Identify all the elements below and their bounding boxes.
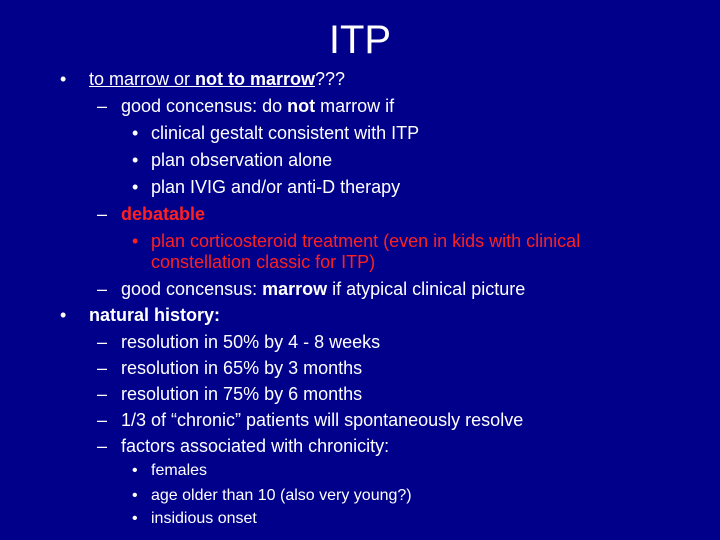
bullet-observation: plan observation alone [151, 150, 333, 170]
consensus-marrow-text-2: marrow [262, 279, 328, 299]
marrow-question-text-3: ??? [315, 69, 346, 89]
dash-marker: – [97, 96, 108, 116]
bullet-corticosteroid-continued: constellation classic for ITP) [151, 252, 376, 272]
consensus-marrow-text-1: good concensus: [121, 279, 263, 299]
consensus-marrow-text-3: if atypical clinical picture [327, 279, 526, 299]
dash-marker: – [97, 279, 108, 299]
bullet-marker: • [132, 462, 138, 479]
marrow-question-text-2: not to marrow [195, 69, 316, 89]
marrow-question-text-1: to marrow or [89, 69, 196, 89]
dash-resolution-50: resolution in 50% by 4 - 8 weeks [121, 332, 381, 352]
bullet-marrow-question [89, 68, 345, 90]
consensus-text-2: not [287, 96, 316, 116]
dash-chronic-resolve: 1/3 of “chronic” patients will spontaneously resolve [121, 410, 524, 430]
bullet-age: age older than 10 (also very young?) [151, 487, 412, 504]
dash-resolution-75: resolution in 75% by 6 months [121, 384, 363, 404]
dash-marker: – [97, 384, 108, 404]
bullet-gestalt: clinical gestalt consistent with ITP [151, 123, 420, 143]
bullet-females: females [151, 462, 208, 479]
bullet-marker: • [132, 123, 139, 143]
bullet-natural-history: natural history: [89, 305, 221, 325]
bullet-insidious-onset: insidious onset [151, 510, 257, 527]
bullet-marker: • [132, 510, 138, 527]
dash-resolution-65: resolution in 65% by 3 months [121, 358, 363, 378]
bullet-marker: • [60, 69, 67, 89]
dash-marker: – [97, 410, 108, 430]
consensus-text-3: marrow if [315, 96, 395, 116]
slide-title: ITP [328, 18, 392, 62]
bullet-marker: • [132, 487, 138, 504]
bullet-marker: • [132, 177, 139, 197]
dash-marker: – [97, 358, 108, 378]
bullet-marker: • [132, 150, 139, 170]
bullet-ivig: plan IVIG and/or anti-D therapy [151, 177, 401, 197]
consensus-text-1: good concensus: do [121, 96, 288, 116]
bullet-marker: • [132, 231, 139, 251]
dash-consensus-not-marrow [121, 95, 394, 117]
dash-debatable: debatable [121, 204, 206, 224]
dash-factors-chronicity: factors associated with chronicity: [121, 436, 390, 456]
bullet-marker: • [60, 305, 67, 325]
dash-marker: – [97, 436, 108, 456]
dash-marker: – [97, 204, 108, 224]
dash-marker: – [97, 332, 108, 352]
dash-consensus-marrow [121, 278, 525, 300]
bullet-corticosteroid: plan corticosteroid treatment (even in kids with clinical [151, 231, 581, 251]
